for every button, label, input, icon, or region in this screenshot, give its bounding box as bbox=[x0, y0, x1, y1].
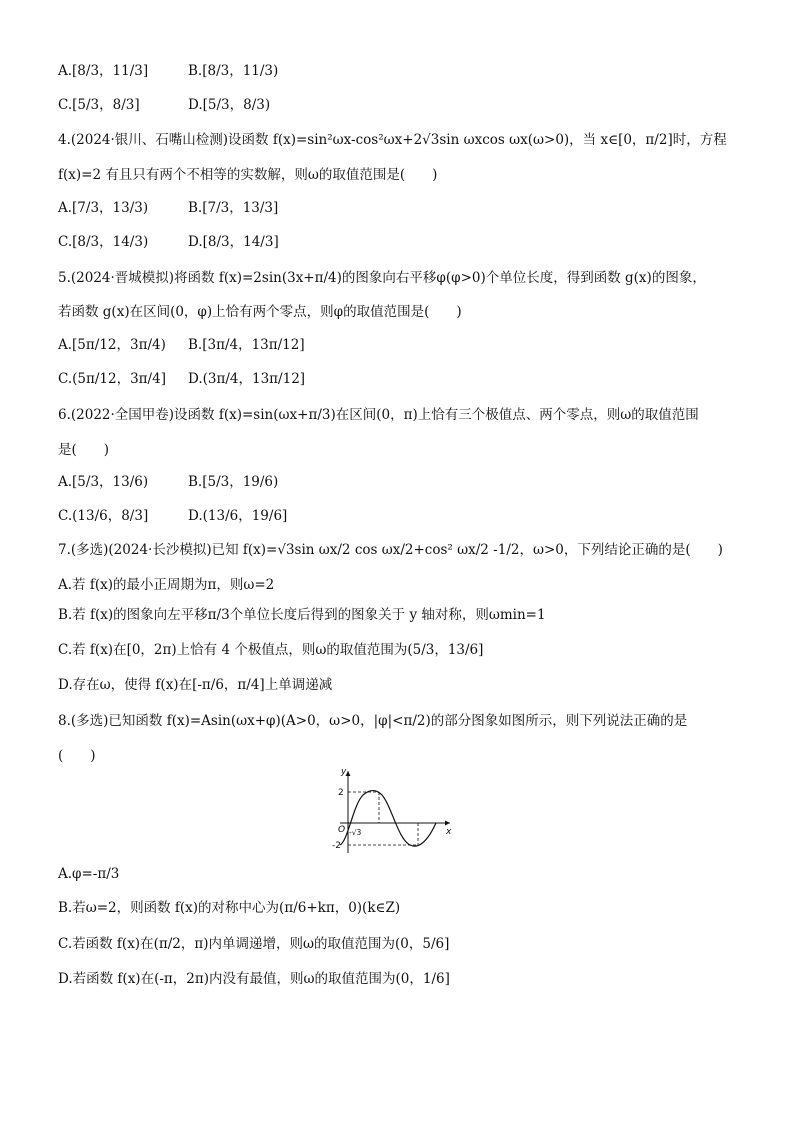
q8-option-b[interactable]: B.若ω=2，则函数 f(x)的对称中心为(π/6+kπ，0)(k∈Z) bbox=[58, 900, 401, 916]
q5-option-d[interactable]: D.(3π/4，13π/12] bbox=[188, 371, 306, 387]
sine-curve bbox=[340, 791, 436, 847]
q6-option-a[interactable]: A.[5/3，13/6) bbox=[58, 474, 149, 490]
q4-stem-line2: f(x)=2 有且只有两个不相等的实数解，则ω的取值范围是( ) bbox=[58, 167, 438, 183]
x-axis-label: x bbox=[446, 827, 452, 837]
x-axis-arrow-icon bbox=[445, 821, 450, 826]
q6-option-d[interactable]: D.(13/6，19/6] bbox=[188, 508, 288, 524]
q5-stem-line1: 5.(2024·晋城模拟)将函数 f(x)=2sin(3x+π/4)的图象向右平移φ(φ>0)个单位长度，得到函数 g(x)的图象， bbox=[58, 270, 706, 286]
q4-option-b[interactable]: B.[7/3，13/3] bbox=[188, 200, 279, 216]
prev-option-a[interactable]: A.[8/3，11/3] bbox=[58, 63, 149, 79]
q8-option-d[interactable]: D.若函数 f(x)在(-π，2π)内没有最值，则ω的取值范围为(0，1/6] bbox=[58, 971, 450, 987]
q4-option-d[interactable]: D.[8/3，14/3] bbox=[188, 234, 279, 250]
q5-option-c[interactable]: C.(5π/12，3π/4] bbox=[58, 371, 166, 387]
q8-option-c[interactable]: C.若函数 f(x)在(π/2，π)内单调递增，则ω的取值范围为(0，5/6] bbox=[58, 936, 450, 952]
q7-option-b[interactable]: B.若 f(x)的图象向左平移π/3个单位长度后得到的图象关于 y 轴对称，则ωmin=1 bbox=[58, 607, 546, 623]
sine-graph-figure bbox=[318, 765, 458, 855]
q4-option-c[interactable]: C.[8/3，14/3) bbox=[58, 234, 149, 250]
origin-label: O bbox=[338, 825, 346, 835]
q7-option-d[interactable]: D.存在ω，使得 f(x)在[-π/6，π/4]上单调递减 bbox=[58, 677, 333, 693]
q5-option-b[interactable]: B.[3π/4，13π/12] bbox=[188, 337, 305, 353]
q8-stem-line2: ( ) bbox=[58, 748, 96, 764]
q7-stem-line1: 7.(多选)(2024·长沙模拟)已知 f(x)=√3sin ωx/2 cos ωx/2+cos² ωx/2 -1/2，ω>0，下列结论正确的是( ) bbox=[58, 542, 723, 558]
y-min-label: -2 bbox=[332, 841, 341, 851]
prev-option-b[interactable]: B.[8/3，11/3) bbox=[188, 63, 279, 79]
q6-stem-line1: 6.(2022·全国甲卷)设函数 f(x)=sin(ωx+π/3)在区间(0，π)上恰有三个极值点、两个零点，则ω的取值范围 bbox=[58, 407, 699, 423]
q6-option-b[interactable]: B.[5/3，19/6) bbox=[188, 474, 279, 490]
q8-option-a[interactable]: A.φ=-π/3 bbox=[58, 866, 120, 882]
q4-stem-line1: 4.(2024·银川、石嘴山检测)设函数 f(x)=sin²ωx-cos²ωx+2√3sin ωxcos ωx(ω>0)，当 x∈[0，π/2]时，方程 bbox=[58, 132, 727, 148]
q7-option-a[interactable]: A.若 f(x)的最小正周期为π，则ω=2 bbox=[58, 577, 275, 593]
q4-option-a[interactable]: A.[7/3，13/3) bbox=[58, 200, 149, 216]
q7-option-c[interactable]: C.若 f(x)在[0，2π)上恰有 4 个极值点，则ω的取值范围为(5/3，13/6] bbox=[58, 642, 484, 658]
y-intercept-label: -√3 bbox=[349, 828, 362, 837]
q8-stem-line1: 8.(多选)已知函数 f(x)=Asin(ωx+φ)(A>0，ω>0，|φ|<π/2)的部分图象如图所示，则下列说法正确的是 bbox=[58, 713, 688, 729]
y-max-label: 2 bbox=[338, 788, 344, 798]
y-axis-label: y bbox=[341, 767, 347, 777]
prev-option-c[interactable]: C.[5/3，8/3] bbox=[58, 97, 140, 113]
q5-stem-line2: 若函数 g(x)在区间(0，φ)上恰有两个零点，则φ的取值范围是( ) bbox=[58, 304, 462, 320]
prev-option-d[interactable]: D.[5/3，8/3) bbox=[188, 97, 271, 113]
q6-stem-line2: 是( ) bbox=[58, 442, 110, 458]
q5-option-a[interactable]: A.[5π/12，3π/4) bbox=[58, 337, 166, 353]
q6-option-c[interactable]: C.(13/6，8/3] bbox=[58, 508, 149, 524]
